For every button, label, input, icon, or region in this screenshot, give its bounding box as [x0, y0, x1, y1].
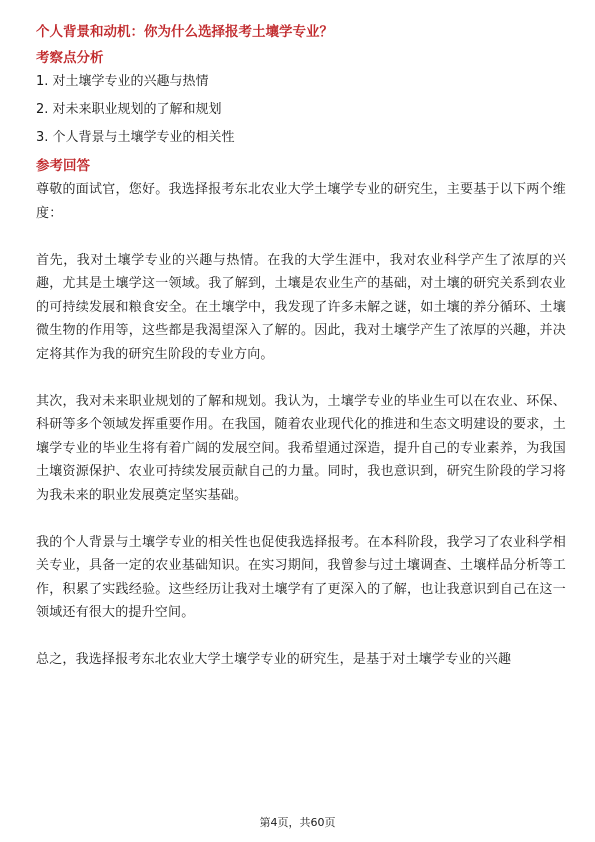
- answer-heading: 参考回答: [36, 158, 90, 174]
- answer-paragraph-background: 我的个人背景与土壤学专业的相关性也促使我选择报考。在本科阶段，我学习了农业科学相关专业，具备一定的农业基础知识。在实习期间，我曾参与过土壤调查、土壤样品分析等工作，积累了实践经验。这些经历让我对土壤学有了更深入的了解，也让我意识到自己在这一领域还有很大的提升空间。: [36, 534, 566, 620]
- analysis-heading: 考察点分析: [36, 50, 104, 66]
- analysis-point: 2. 对未来职业规划的了解和规划: [36, 102, 222, 117]
- answer-paragraph-conclusion: 总之，我选择报考东北农业大学土壤学专业的研究生，是基于对土壤学专业的兴趣: [36, 652, 512, 667]
- answer-paragraph-career: 其次，我对未来职业规划的了解和规划。我认为，土壤学专业的毕业生可以在农业、环保、科研等多个领域发挥重要作用。在我国，随着农业现代化的推进和生态文明建设的要求，土壤学专业的毕业生将有着广阔的发展空间。我希望通过深造，提升自己的专业素养，为我国土壤资源保护、农业可持续发展贡献自己的力量。同时，我也意识到，研究生阶段的学习将为我未来的职业发展奠定坚实基础。: [36, 393, 566, 503]
- page-footer: 第4页，共60页: [259, 816, 336, 829]
- analysis-point-list: [36, 72, 566, 148]
- analysis-point: 1. 对土壤学专业的兴趣与热情: [36, 74, 209, 89]
- analysis-point: 3. 个人背景与土壤学专业的相关性: [36, 130, 235, 145]
- page-content: [36, 22, 566, 672]
- answer-paragraph-intro: 尊敬的面试官，您好。我选择报考东北农业大学土壤学专业的研究生，主要基于以下两个维度：: [36, 182, 566, 221]
- answer-paragraph-interest: 首先，我对土壤学专业的兴趣与热情。在我的大学生涯中，我对农业科学产生了浓厚的兴趣，尤其是土壤学这一领域。我了解到，土壤是农业生产的基础，对土壤的研究关系到农业的可持续发展和粮食安全。在土壤学中，我发现了许多未解之谜，如土壤的养分循环、土壤微生物的作用等，这些都是我渴望深入了解的。因此，我对土壤学产生了浓厚的兴趣，并决定将其作为我的研究生阶段的专业方向。: [36, 252, 566, 362]
- question-title: 个人背景和动机：你为什么选择报考土壤学专业？: [36, 24, 333, 40]
